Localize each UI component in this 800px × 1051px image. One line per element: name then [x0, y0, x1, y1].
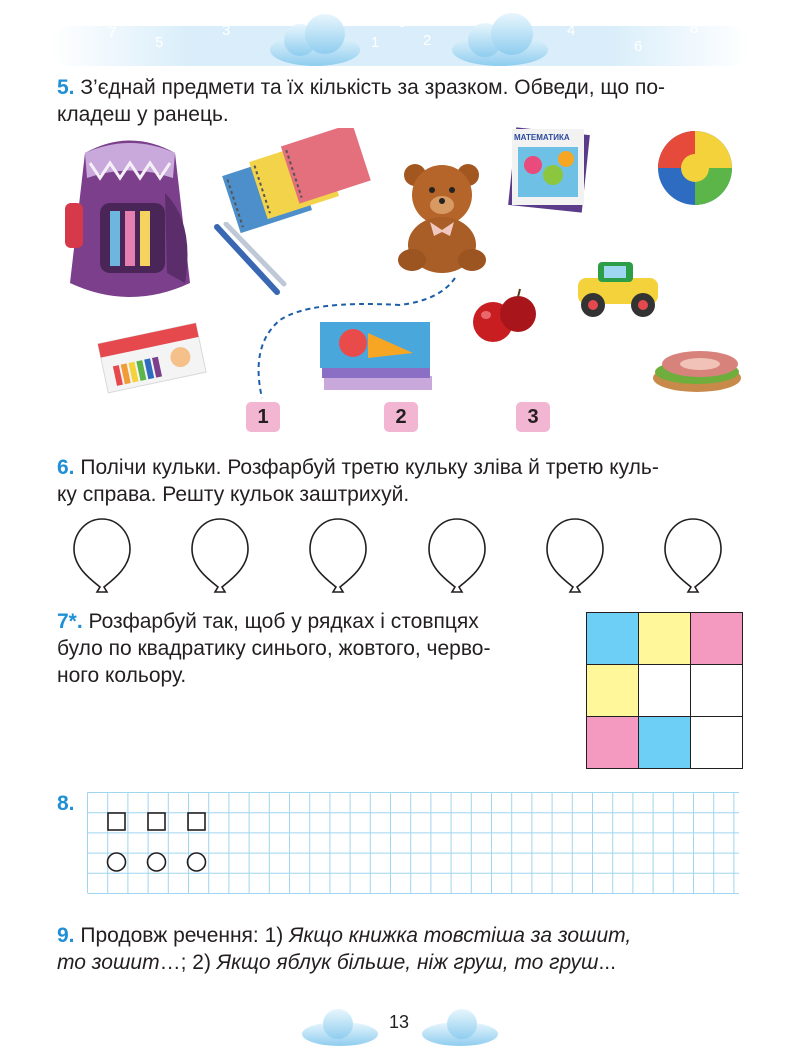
grid-cell[interactable] [638, 664, 691, 717]
task5-instruction: 5. З’єднай предмети та їх кількість за зразком. Обведи, що по- кладеш у ранець. [57, 76, 665, 126]
sample-circle [108, 853, 126, 871]
header-digit: 5 [155, 34, 164, 51]
grid-cell[interactable] [638, 716, 691, 769]
graph-paper [87, 792, 741, 894]
header-cloud-left [270, 14, 360, 66]
sample-square [108, 813, 125, 830]
header-digit: 4 [567, 22, 576, 39]
sandwich-image [650, 342, 745, 394]
crayons-box-image [92, 318, 212, 398]
apples-image [468, 287, 543, 347]
header-digit: 7 [108, 24, 117, 41]
task7-instruction: 7*. Розфарбуй так, щоб у рядках і стовпцях було по квадратику синього, жовтого, черво- ного кольору. [57, 610, 491, 687]
sample-circle [188, 853, 206, 871]
balloon[interactable] [190, 517, 250, 597]
header-digit: 3 [222, 22, 231, 39]
task-number: 6. [57, 456, 75, 479]
grid-cell[interactable] [586, 612, 639, 665]
sample-square [188, 813, 205, 830]
balloon[interactable] [663, 517, 723, 597]
balloon[interactable] [308, 517, 368, 597]
grid-cell[interactable] [690, 716, 743, 769]
balloon[interactable] [427, 517, 487, 597]
backpack-image [55, 133, 205, 313]
grid-cell[interactable] [690, 664, 743, 717]
task-number: 8. [57, 792, 75, 815]
header-digit: 2 [423, 32, 432, 49]
ball-image [655, 128, 735, 208]
count-label-2: 2 [384, 402, 418, 432]
color-grid [586, 612, 742, 768]
teddy-bear-image [390, 160, 495, 275]
header-digit: 1 [371, 34, 380, 51]
page-number: 13 [389, 1012, 410, 1032]
sample-circle [148, 853, 166, 871]
grid-cell[interactable] [690, 612, 743, 665]
task9-instruction: 9. Продовж речення: 1) Якщо книжка товстіша за зошит, то зошит…; 2) Якщо яблук більше, ніж груш, то груш... [57, 924, 632, 974]
task-number: 7*. [57, 610, 83, 633]
header-digit: 0 [398, 14, 407, 31]
grid-cell[interactable] [586, 716, 639, 769]
count-label-1: 1 [246, 402, 280, 432]
sample-square [148, 813, 165, 830]
header-digit: 6 [634, 38, 643, 55]
header-cloud-right [452, 13, 548, 66]
grid-cell[interactable] [638, 612, 691, 665]
task-number: 5. [57, 76, 75, 99]
toy-car-image [568, 250, 668, 325]
task6-instruction: 6. Полічи кульки. Розфарбуй третю кульку зліва й третю куль- ку справа. Решту кульок заштрихуй. [57, 456, 659, 506]
task-number: 9. [57, 924, 75, 947]
count-label-3: 3 [516, 402, 550, 432]
balloon[interactable] [545, 517, 605, 597]
grid-cell[interactable] [586, 664, 639, 717]
balloon[interactable] [72, 517, 132, 597]
header-digit: 8 [690, 20, 699, 37]
sample-connection-line [250, 270, 470, 405]
math-book-title: МАТЕМАТИКА [514, 133, 570, 142]
